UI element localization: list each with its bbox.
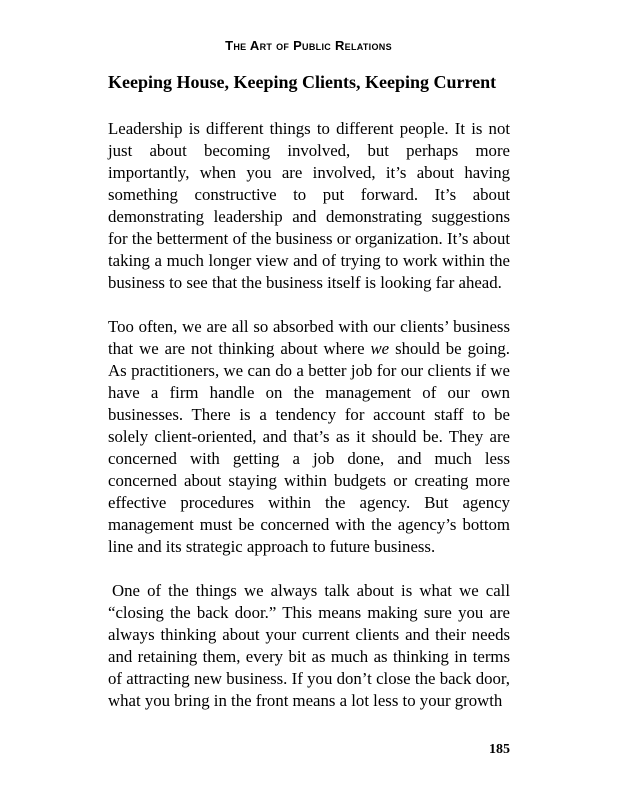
paragraph-leadership: Leadership is different things to different people. It is not just about becoming involved, but perhaps more importantly, when you are involved, it’s about having something constructive to put forward. It’s about demonstrating leadership and demonstrating suggestions for the betterment of the business or organization. It’s about taking a much longer view and of trying to work within the business to see that the business itself is looking far ahead. <box>108 119 510 292</box>
paragraph-clients-business <box>108 316 510 558</box>
section-title: Keeping House, Keeping Clients, Keeping Current <box>108 72 497 92</box>
paragraph-text: should be going. As practitioners, we can do a better job for our clients if we have a firm handle on the management of our own businesses. There is a tendency for account staff to be solely client-oriented, and that’s as it should be. They are concerned with getting a job done, and much less concerned about staying within budgets or creating more effective procedures within the agency. But agency management must be concerned with the agency’s bottom line and its strategic approach to future business. <box>108 339 510 556</box>
page-number: 185 <box>489 742 510 757</box>
body-text <box>108 118 510 734</box>
paragraph-text: Too often, we are all so absorbed with our clients’ business that we are not thinking about where <box>108 317 510 358</box>
running-header: The Art of Public Relations <box>225 38 392 53</box>
paragraph-back-door: One of the things we always talk about is what we call “closing the back door.” This means making sure you are always thinking about your current clients and their needs and retaining them, every bit as much as thinking in terms of attracting new business. If you don’t close the back door, what you bring in the front means a lot less to your growth <box>108 581 510 710</box>
emphasis-we: we <box>370 339 390 358</box>
